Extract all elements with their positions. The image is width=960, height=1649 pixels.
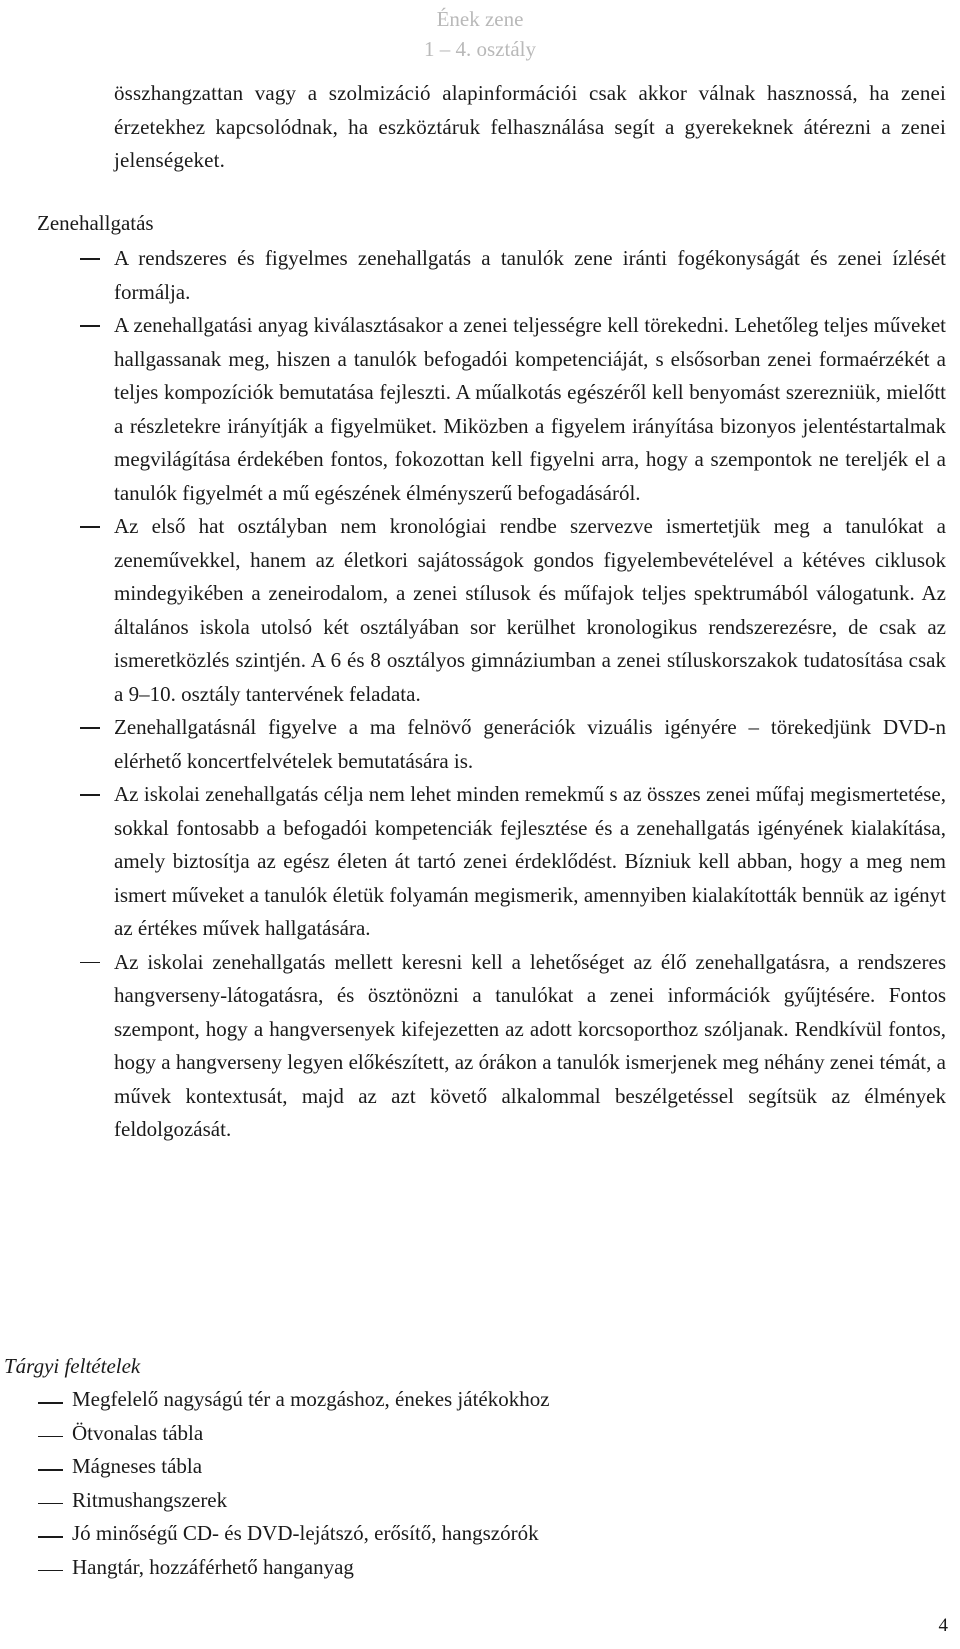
- dash-bullet: [38, 1402, 63, 1404]
- list-item: [80, 309, 946, 510]
- zenehallgatas-list: [80, 242, 946, 1147]
- list-item: [80, 778, 946, 946]
- dash-bullet: [80, 727, 100, 729]
- dash-bullet: [38, 1570, 63, 1572]
- list-item: [38, 1517, 904, 1551]
- list-item-text: Az első hat osztályban nem kronológiai rendbe szervezve ismertetjük meg a tanulókat a zeneművekkel, hanem az életkori sajátosságok gondos figyelembevételével a kétéves ciklusok mindegyikében a zeneirodalom, a zenei stílusok és műfajok teljes spektrumából válogatunk. Az általános iskola utolsó két osztályában sor kerülhet kronologikus rendszerezésre, de csak az ismeretközlés szintjén. A 6 és 8 osztályos gimnáziumban a zenei stíluskorszakok tudatosítása csak a 9–10. osztály tantervének feladata.: [114, 514, 946, 706]
- dash-bullet: [38, 1536, 63, 1538]
- list-item-text: Ritmushangszerek: [72, 1487, 228, 1512]
- list-item: [38, 1484, 904, 1518]
- page-number: 4: [938, 1615, 948, 1636]
- list-item: [80, 242, 946, 309]
- header-subject: Ének zene: [436, 7, 524, 31]
- list-item: [80, 711, 946, 778]
- dash-bullet: [80, 258, 100, 260]
- dash-bullet: [80, 962, 100, 964]
- dash-bullet: [38, 1436, 63, 1438]
- list-item-text: Az iskolai zenehallgatás mellett keresni kell a lehetőséget az élő zenehallgatásra, a rendszeres hangverseny-látogatásra, és ösztönözni a tanulókat a zenei információk gyűjtésére. Fontos szempont, hogy a hangversenyek kifejezetten az adott korcsoporthoz szóljanak. Rendkívül fontos, hogy a hangverseny legyen előkészített, az órákon a tanulók ismerjenek meg néhány zenei témát, a művek kontextusát, majd az azt követő alkalommal beszélgetéssel segítsük az élmények feldolgozását.: [114, 949, 946, 1141]
- dash-bullet: [80, 325, 100, 327]
- list-item-text: A rendszeres és figyelmes zenehallgatás a tanulók zene iránti fogékonyságát és zenei ízlését formálja.: [114, 246, 946, 304]
- targyi-feltetelek-list: [38, 1383, 904, 1584]
- list-item-text: Az iskolai zenehallgatás célja nem lehet minden remekmű s az összes zenei műfaj megismertetése, sokkal fontosabb a befogadói kompetenciák fejlesztése és a zenehallgatás igényének kialakítása, amely biztosítja az egész életen át tartó zenei érdeklődést. Bízniuk kell abban, hogy a meg nem ismert műveket a tanulók életük folyamán megismerik, amennyiben kialakították bennük az igényt az értékes művek hallgatására.: [114, 782, 946, 940]
- dash-bullet: [38, 1503, 63, 1505]
- list-item-text: Jó minőségű CD- és DVD-lejátszó, erősítő, hangszórók: [72, 1521, 539, 1545]
- page-header: [0, 4, 960, 64]
- dash-bullet: [38, 1469, 63, 1471]
- list-item-text: Zenehallgatásnál figyelve a ma felnövő generációk vizuális igényére – törekedjünk DVD-n elérhető koncertfelvételek bemutatására is.: [114, 715, 946, 773]
- list-item: [38, 1417, 904, 1451]
- list-item: [38, 1551, 904, 1585]
- list-item-text: Hangtár, hozzáférhető hanganyag: [72, 1554, 354, 1579]
- list-item: [38, 1450, 904, 1484]
- dash-bullet: [80, 526, 100, 528]
- list-item: [38, 1383, 904, 1417]
- list-item-text: Megfelelő nagyságú tér a mozgáshoz, énekes játékokhoz: [72, 1387, 550, 1411]
- list-item: [80, 946, 946, 1147]
- dash-bullet: [80, 794, 100, 796]
- list-item: [80, 510, 946, 711]
- list-item-text: Mágneses tábla: [72, 1454, 203, 1478]
- intro-paragraph: összhangzattan vagy a szolmizáció alapinformációi csak akkor válnak hasznossá, ha zenei érzetekhez kapcsolódnak, ha eszköztáruk felhasználása segít a gyerekeknek átérezni a zenei jelenségeket.: [114, 81, 946, 172]
- section-heading-zenehallgatas: Zenehallgatás: [37, 211, 154, 235]
- list-item-text: Ötvonalas tábla: [72, 1420, 204, 1445]
- header-grade: 1 – 4. osztály: [424, 37, 536, 61]
- section-heading-targyi-feltetelek: Tárgyi feltételek: [4, 1354, 141, 1378]
- list-item-text: A zenehallgatási anyag kiválasztásakor a zenei teljességre kell törekedni. Lehetőleg teljes műveket hallgassanak meg, hiszen a tanulók befogadói kompetenciáját, s elsősorban zenei formaérzékét a teljes kompozíciók bemutatása fejleszti. A műalkotás egészéről kell benyomást szerezniük, mielőtt a részletekre irányítják a figyelmüket. Miközben a figyelem irányítása bizonyos jelentéstartalmak megvilágítása érdekében fontos, fokozottan kell figyelni arra, hogy a szempontok ne tereljék el a tanulók figyelmét a mű egészének élményszerű befogadásáról.: [114, 313, 946, 505]
